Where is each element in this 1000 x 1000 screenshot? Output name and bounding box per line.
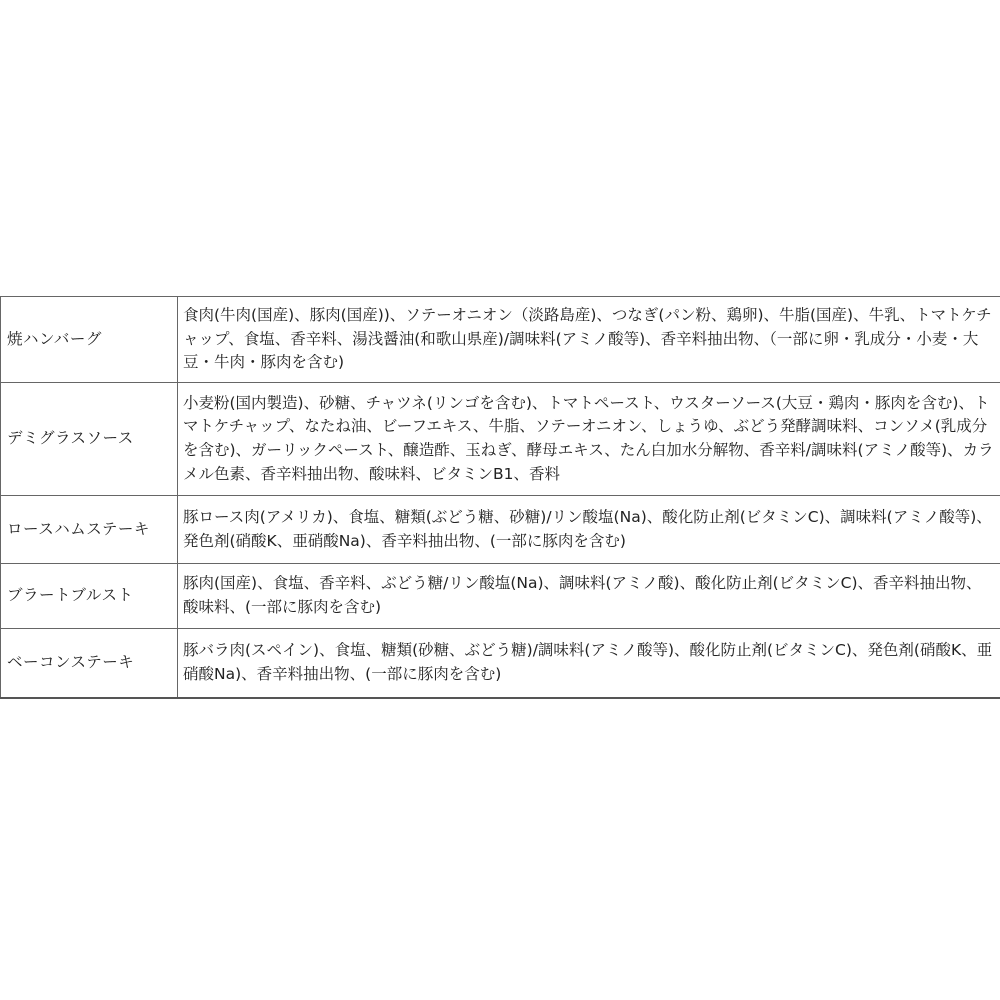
table-row	[1, 297, 1000, 383]
table-row	[1, 496, 1000, 564]
table-row	[1, 564, 1000, 629]
product-name-cell: 焼ハンバーグ	[1, 297, 178, 383]
ingredients-cell: 豚肉(国産)、食塩、香辛料、ぶどう糖/リン酸塩(Na)、調味料(アミノ酸)、酸化防止剤(ビタミンC)、香辛料抽出物、酸味料、(一部に豚肉を含む)	[178, 564, 1000, 629]
product-name-cell: ブラートブルスト	[1, 564, 178, 629]
table-row	[1, 383, 1000, 496]
ingredients-cell: 食肉(牛肉(国産)、豚肉(国産))、ソテーオニオン（淡路島産)、つなぎ(パン粉、鶏卵)、牛脂(国産)、牛乳、トマトケチャップ、食塩、香辛料、湯浅醤油(和歌山県産)/調味料(アミノ酸等)、香辛料抽出物、（一部に卵・乳成分・小麦・大豆・牛肉・豚肉を含む)	[178, 297, 1000, 383]
ingredients-table-container	[0, 296, 1000, 699]
ingredients-cell: 豚バラ肉(スペイン)、食塩、糖類(砂糖、ぶどう糖)/調味料(アミノ酸等)、酸化防止剤(ビタミンC)、発色剤(硝酸K、亜硝酸Na)、香辛料抽出物、(一部に豚肉を含む)	[178, 629, 1000, 698]
ingredients-table	[0, 296, 1000, 699]
product-name-cell: ベーコンステーキ	[1, 629, 178, 698]
product-name-cell: デミグラスソース	[1, 383, 178, 496]
table-row	[1, 629, 1000, 698]
ingredients-cell: 豚ロース肉(アメリカ)、食塩、糖類(ぶどう糖、砂糖)/リン酸塩(Na)、酸化防止剤(ビタミンC)、調味料(アミノ酸等)、発色剤(硝酸K、亜硝酸Na)、香辛料抽出物、(一部に豚肉を含む)	[178, 496, 1000, 564]
product-name-cell: ロースハムステーキ	[1, 496, 178, 564]
ingredients-cell: 小麦粉(国内製造)、砂糖、チャツネ(リンゴを含む)、トマトペースト、ウスターソース(大豆・鶏肉・豚肉を含む)、トマトケチャップ、なたね油、ビーフエキス、牛脂、ソテーオニオン、しょうゆ、ぶどう発酵調味料、コンソメ(乳成分を含む)、ガーリックペースト、醸造酢、玉ねぎ、酵母エキス、たん白加水分解物、香辛料/調味料(アミノ酸等)、カラメル色素、香辛料抽出物、酸味料、ビタミンB1、香料	[178, 383, 1000, 496]
